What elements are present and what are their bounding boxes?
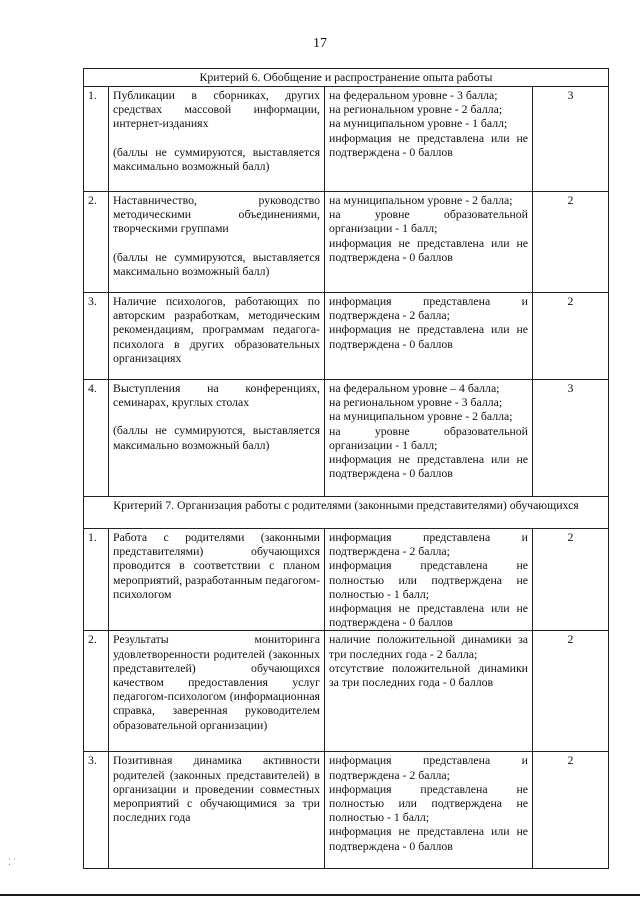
- scan-bottom-edge: [0, 894, 640, 896]
- description-text: Публикации в сборниках, других средствах массовой информации, интернет-изданиях: [113, 88, 320, 131]
- row-score: 3: [533, 87, 609, 192]
- condition-line: на федеральном уровне – 4 балла;: [329, 381, 500, 395]
- table-row: [84, 192, 609, 293]
- condition-line: на муниципальном уровне - 1 балл;: [329, 116, 508, 131]
- row-number: 2.: [84, 631, 109, 752]
- condition-line: информация представлена и подтверждена - 2 балла;: [329, 294, 528, 323]
- criteria-table: [83, 68, 609, 869]
- condition-line: информация не представлена или не подтверждена - 0 баллов: [329, 322, 528, 351]
- condition-line: информация представлена не полностью или подтверждена не полностью - 1 балл;: [329, 558, 528, 601]
- condition-line: на региональном уровне - 3 балла;: [329, 395, 503, 410]
- criterion-header: [84, 69, 609, 87]
- description-text: Позитивная динамика активности родителей (законных представителей) в организации и проведении совместных мероприятий с обучающимися за три последних года: [113, 753, 320, 825]
- condition-line: на уровне образовательной организации - 1 балл;: [329, 207, 528, 236]
- row-score: 2: [533, 752, 609, 869]
- description-text: Наличие психологов, работающих по авторским разработкам, методическим рекомендациям, программам педагога-психолога в других образовательных организациях: [113, 294, 320, 365]
- condition-line: информация не представлена или не подтверждена - 0 баллов: [329, 601, 528, 630]
- page-number: 17: [313, 36, 327, 51]
- table-row: [84, 87, 609, 192]
- row-number: 4.: [84, 380, 109, 497]
- condition-line: на уровне образовательной организации - 1 балл;: [329, 423, 528, 452]
- row-description: [109, 192, 325, 293]
- description-text: Выступления на конференциях, семинарах, круглых столах: [113, 381, 320, 410]
- condition-line: информация не представлена или не подтверждена - 0 баллов: [329, 235, 528, 264]
- condition-line: на муниципальном уровне - 2 балла;: [329, 193, 513, 207]
- criterion-title: Критерий 6. Обобщение и распространение опыта работы: [84, 69, 609, 87]
- row-description: [109, 529, 325, 631]
- row-conditions: [325, 87, 533, 192]
- condition-line: на федеральном уровне - 3 балла;: [329, 88, 498, 102]
- description-text: Работа с родителями (законными представителями) обучающихся проводится в соответствии с планом мероприятий, разработанным педагогом-психологом: [113, 530, 320, 601]
- row-score: 2: [533, 192, 609, 293]
- table-row: [84, 752, 609, 869]
- row-conditions: [325, 293, 533, 380]
- table-row: [84, 380, 609, 497]
- row-score: 2: [533, 631, 609, 752]
- row-conditions: [325, 529, 533, 631]
- condition-line: информация не представлена или не подтверждена - 0 баллов: [329, 130, 528, 159]
- row-score: 2: [533, 529, 609, 631]
- scan-artifact: ⁚ ˙: [8, 857, 17, 867]
- row-conditions: [325, 192, 533, 293]
- criterion-title: Критерий 7. Организация работы с родителями (законными представителями) обучающихся: [84, 497, 609, 529]
- row-number: 3.: [84, 293, 109, 380]
- row-description: [109, 87, 325, 192]
- condition-line: на региональном уровне - 2 балла;: [329, 102, 503, 117]
- row-number: 1.: [84, 529, 109, 631]
- row-description: [109, 752, 325, 869]
- row-score: 3: [533, 380, 609, 497]
- row-description: [109, 380, 325, 497]
- condition-line: информация представлена и подтверждена - 2 балла;: [329, 530, 528, 559]
- row-number: 1.: [84, 87, 109, 192]
- description-note: (баллы не суммируются, выставляется максимально возможный балл): [113, 249, 320, 278]
- description-note: (баллы не суммируются, выставляется максимально возможный балл): [113, 144, 320, 173]
- condition-line: на муниципальном уровне - 2 балла;: [329, 409, 513, 424]
- condition-line: информация не представлена или не подтверждена - 0 баллов: [329, 824, 528, 853]
- condition-line: информация не представлена или не подтверждена - 0 баллов: [329, 452, 528, 481]
- table-row: [84, 631, 609, 752]
- row-conditions: [325, 380, 533, 497]
- criterion-header: [84, 497, 609, 529]
- row-number: 3.: [84, 752, 109, 869]
- row-description: [109, 631, 325, 752]
- table-row: [84, 529, 609, 631]
- condition-line: наличие положительной динамики за три последних года - 2 балла;: [329, 632, 528, 661]
- row-number: 2.: [84, 192, 109, 293]
- description-text: Результаты мониторинга удовлетворенности родителей (законных представителей) обучающихся качеством предоставления услуг педагогом-психологом (информационная справка, заверенная руководителем образовательной организации): [113, 632, 320, 732]
- description-note: (баллы не суммируются, выставляется максимально возможный балл): [113, 423, 320, 452]
- description-text: Наставничество, руководство методическими объединениями, творческими группами: [113, 193, 320, 236]
- condition-line: отсутствие положительной динамики за три последних года - 0 баллов: [329, 660, 528, 690]
- condition-line: информация представлена и подтверждена - 2 балла;: [329, 753, 528, 782]
- table-row: [84, 293, 609, 380]
- condition-line: информация представлена не полностью или подтверждена не полностью - 1 балл;: [329, 781, 528, 825]
- row-score: 2: [533, 293, 609, 380]
- row-conditions: [325, 631, 533, 752]
- row-conditions: [325, 752, 533, 869]
- row-description: [109, 293, 325, 380]
